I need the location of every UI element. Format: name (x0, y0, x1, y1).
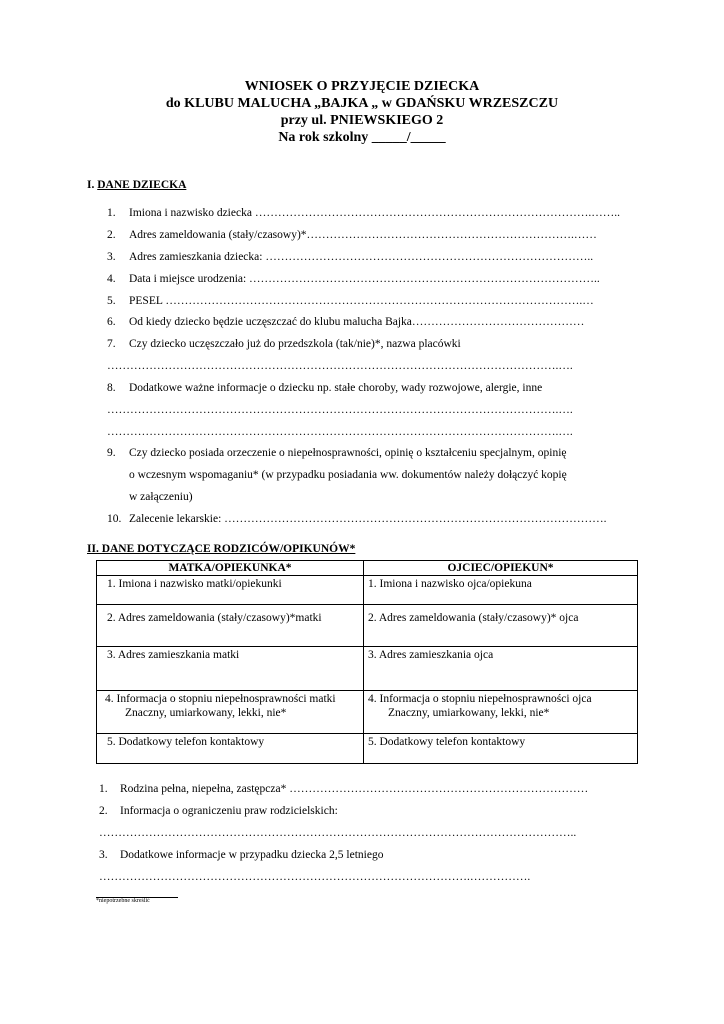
mother-disability-options: Znaczny, umiarkowany, lekki, nie* (125, 707, 287, 719)
mother-residence-address-cell: 3. Adres zamieszkania matki (97, 647, 364, 691)
parental-rights-question: Informacja o ograniczeniu praw rodzicielskich: (120, 805, 338, 817)
parental-rights-answer-line: …………………………………………………………………………………………………………….. (99, 827, 577, 839)
table-header-row (97, 561, 638, 576)
child-item-number: 6. (107, 316, 116, 328)
form-title-line-4: Na rok szkolny _____/_____ (278, 130, 446, 145)
child-birth-field: Data i miejsce urodzenia: ……………………………………………………………………………….. (129, 273, 600, 285)
child-item-number: 9. (107, 447, 116, 459)
child-item-number: 5. (107, 295, 116, 307)
table-row (97, 576, 638, 605)
additional-info-question: Dodatkowe informacje w przypadku dziecka 2,5 letniego (120, 849, 384, 861)
table-row (97, 605, 638, 647)
child-name-field: Imiona i nazwisko dziecka …………………………………………………………………………….…….. (129, 207, 620, 219)
child-health-info-line-2: ……………………………………………………………………………………………………….…. (107, 426, 573, 438)
child-item-number: 2. (107, 229, 116, 241)
child-registered-address-field: Adres zameldowania (stały/czasowy)*…………………………………………………………….…… (129, 229, 597, 241)
mother-disability-label: 4. Informacja o stopniu niepełnosprawności matki (105, 693, 336, 705)
father-disability-label: 4. Informacja o stopniu niepełnosprawności ojca (368, 693, 592, 705)
child-medical-recommendation-field: Zalecenie lekarskie: ………………………………………………………………………………………. (129, 513, 607, 525)
child-item-number: 1. (107, 207, 116, 219)
child-item-number: 3. (107, 251, 116, 263)
footnote: *niepotrzebne skreślić (96, 898, 150, 904)
section-1-prefix: I. (87, 179, 98, 191)
family-item-number: 2. (99, 805, 108, 817)
section-1-heading (87, 179, 186, 191)
child-item-number: 7. (107, 338, 116, 350)
family-type-field: Rodzina pełna, niepełna, zastępcza* …………………………………………………………………… (120, 783, 589, 795)
child-start-date-field: Od kiedy dziecko będzie uczęszczać do klubu malucha Bajka……………………………………… (129, 316, 585, 328)
child-disability-question-line-2: o wczesnym wspomaganiu* (w przypadku posiadania ww. dokumentów należy dołączyć kopię (129, 469, 567, 481)
section-1-title: DANE DZIECKA (97, 179, 187, 191)
child-health-info-line-1: ……………………………………………………………………………………………………….…. (107, 404, 573, 416)
mother-column-header: MATKA/OPIEKUNKA* (97, 561, 364, 576)
child-item-number: 8. (107, 382, 116, 394)
table-row (97, 734, 638, 764)
father-disability-options: Znaczny, umiarkowany, lekki, nie* (388, 707, 550, 719)
mother-registered-address-cell: 2. Adres zameldowania (stały/czasowy)*matki (97, 605, 364, 647)
child-disability-question-line-1: Czy dziecko posiada orzeczenie o niepełnosprawności, opinię o kształceniu specjalnym, opinię (129, 447, 567, 459)
form-title-line-3: przy ul. PNIEWSKIEGO 2 (280, 113, 444, 128)
child-preschool-answer-line: ……………………………………………………………………………………………………….…. (107, 360, 573, 372)
child-pesel-field: PESEL ……………………………………………………………………………………………….… (129, 295, 594, 307)
child-item-number: 10. (107, 513, 122, 525)
father-name-cell: 1. Imiona i nazwisko ojca/opiekuna (364, 576, 638, 605)
form-title-line-1: WNIOSEK O PRZYJĘCIE DZIECKA (244, 79, 480, 94)
mother-disability-cell (97, 691, 364, 734)
section-2-heading: II. DANE DOTYCZĄCE RODZICÓW/OPIKUNÓW* (87, 543, 356, 555)
father-phone-cell: 5. Dodatkowy telefon kontaktowy (364, 734, 638, 764)
father-column-header: OJCIEC/OPIEKUN* (364, 561, 638, 576)
mother-phone-cell: 5. Dodatkowy telefon kontaktowy (97, 734, 364, 764)
father-registered-address-cell: 2. Adres zameldowania (stały/czasowy)* ojca (364, 605, 638, 647)
form-title-line-2: do KLUBU MALUCHA „BAJKA „ w GDAŃSKU WRZESZCZU (165, 96, 559, 111)
table-row (97, 647, 638, 691)
child-disability-question-line-3: w załączeniu) (129, 491, 193, 503)
child-health-info-question: Dodatkowe ważne informacje o dziecku np. stałe choroby, wady rozwojowe, alergie, inne (129, 382, 543, 394)
child-item-number: 4. (107, 273, 116, 285)
family-item-number: 1. (99, 783, 108, 795)
child-preschool-question: Czy dziecko uczęszczało już do przedszkola (tak/nie)*, nazwa placówki (129, 338, 461, 350)
table-row (97, 691, 638, 734)
mother-name-cell: 1. Imiona i nazwisko matki/opiekunki (97, 576, 364, 605)
parents-table (96, 560, 638, 764)
additional-info-answer-line: …………………………………………………………………………………….……………. (99, 871, 531, 883)
child-residence-address-field: Adres zamieszkania dziecka: ………………………………………………………………………….. (129, 251, 594, 263)
father-disability-cell (364, 691, 638, 734)
family-item-number: 3. (99, 849, 108, 861)
father-residence-address-cell: 3. Adres zamieszkania ojca (364, 647, 638, 691)
